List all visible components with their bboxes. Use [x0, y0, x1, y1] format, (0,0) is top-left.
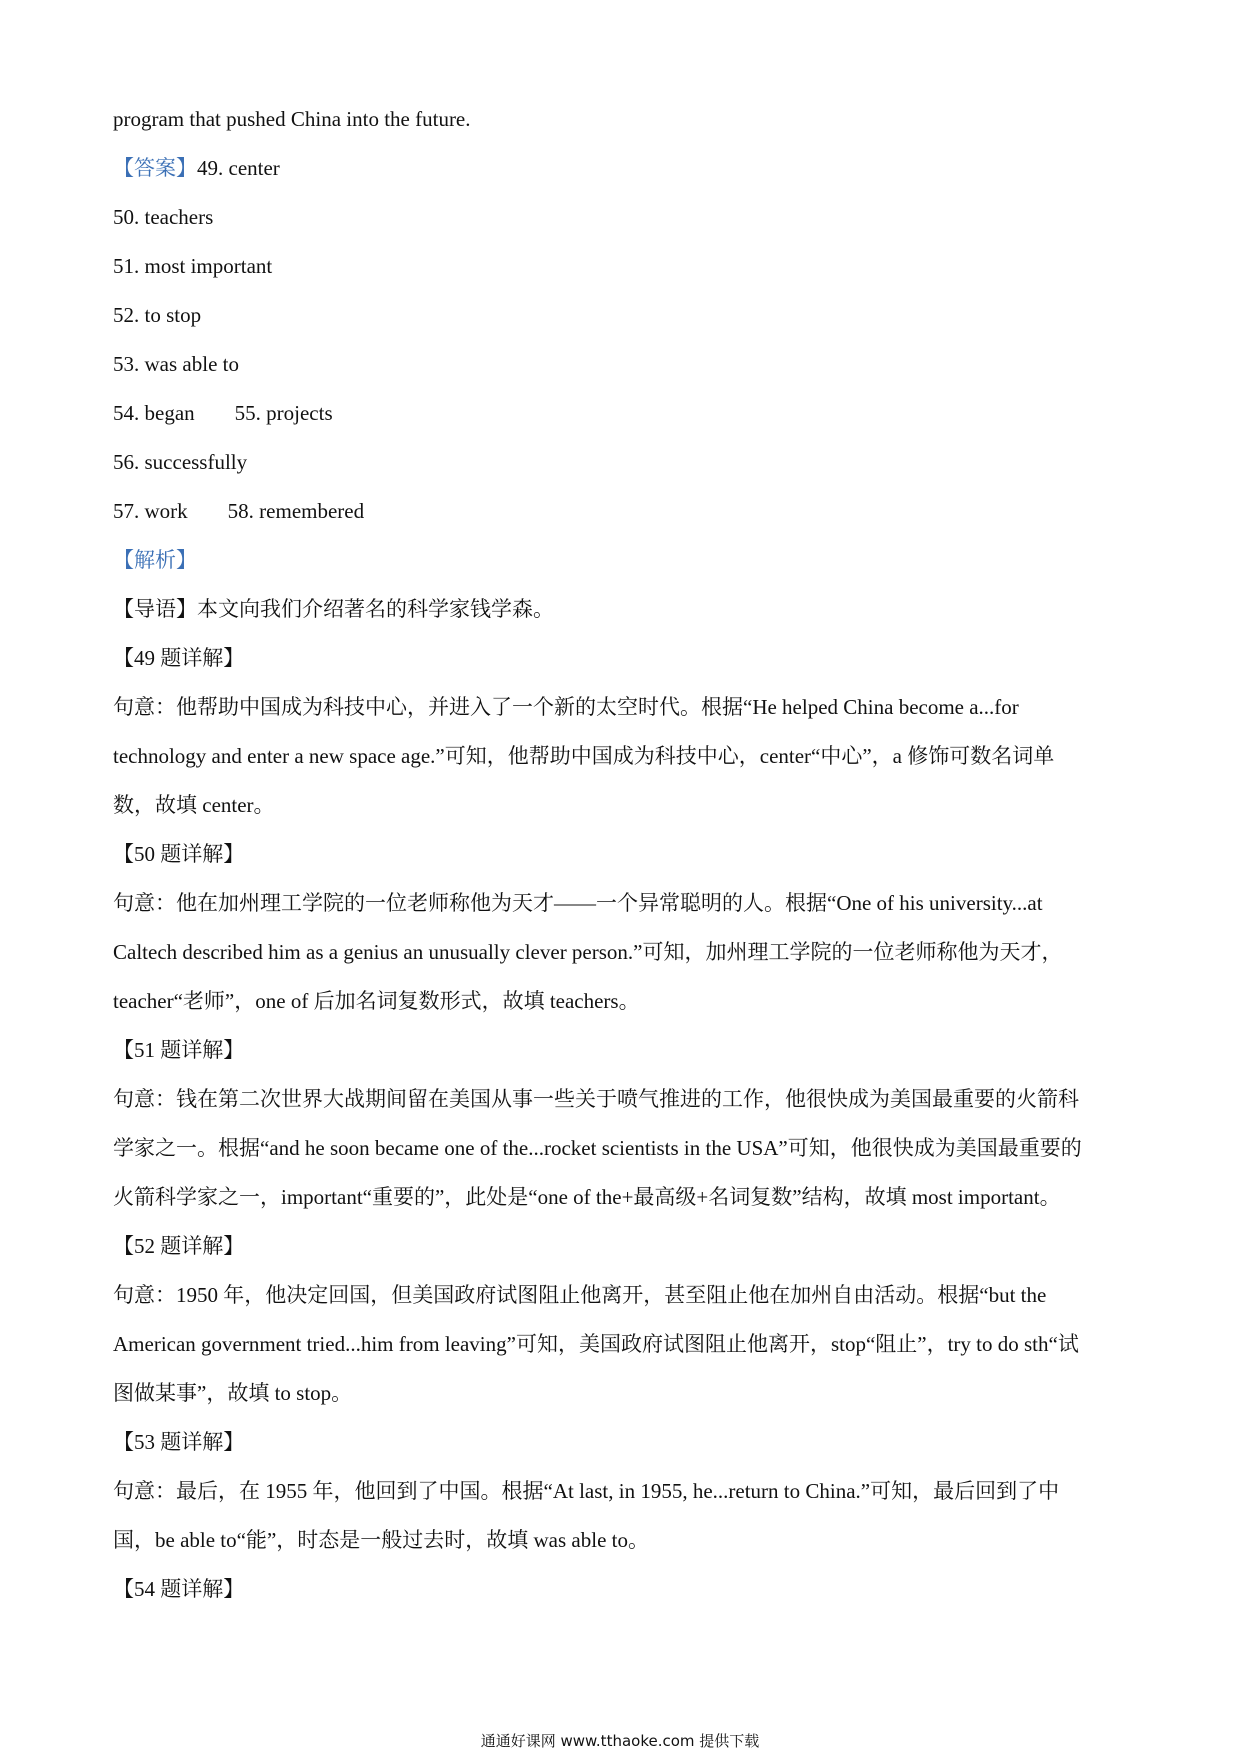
answer-item: 52. to stop	[113, 303, 202, 327]
answer-row	[113, 349, 239, 379]
answer-item: 51. most important	[113, 254, 273, 278]
detail-heading: 【53 题详解】	[113, 1430, 245, 1454]
detail-heading: 【49 题详解】	[113, 646, 245, 670]
intro-tail-text: program that pushed China into the future.	[113, 107, 471, 131]
answer-item: 50. teachers	[113, 205, 214, 229]
detail-line: technology and enter a new space age.”可知，他帮助中国成为科技中心，center“中心”，a 修饰可数名词单	[113, 744, 1055, 768]
detail-line: 句意：钱在第二次世界大战期间留在美国从事一些关于喷气推进的工作，他很快成为美国最重要的火箭科	[113, 1087, 1079, 1111]
detail-line: teacher“老师”，one of 后加名词复数形式，故填 teachers。	[113, 989, 640, 1013]
detail-line: Caltech described him as a genius an unusually clever person.”可知，加州理工学院的一位老师称他为天才，	[113, 940, 1063, 964]
detail-line: 句意：1950 年，他决定回国，但美国政府试图阻止他离开，甚至阻止他在加州自由活动。根据“but the	[113, 1283, 1047, 1307]
answer-row	[113, 202, 213, 232]
detail-line: 数，故填 center。	[113, 793, 275, 817]
answer-item: 58. remembered	[227, 499, 365, 523]
detail-heading: 【52 题详解】	[113, 1234, 245, 1258]
guide-text: 【导语】本文向我们介绍著名的科学家钱学森。	[113, 597, 554, 621]
analysis-tag: 【解析】	[113, 548, 197, 572]
answer-row	[113, 496, 364, 526]
detail-line: 火箭科学家之一，important“重要的”，此处是“one of the+最高级+名词复数”结构，故填 most important。	[113, 1185, 1061, 1209]
answer-line	[113, 153, 280, 183]
detail-heading: 【50 题详解】	[113, 842, 245, 866]
detail-line: 句意：他在加州理工学院的一位老师称他为天才——一个异常聪明的人。根据“One of his university...at	[113, 891, 1043, 915]
detail-line: American government tried...him from leaving”可知，美国政府试图阻止他离开，stop“阻止”，try to do sth“试	[113, 1332, 1079, 1356]
answer-item: 57. work	[113, 499, 188, 523]
answer-item: 56. successfully	[113, 450, 248, 474]
detail-line: 句意：最后，在 1955 年，他回到了中国。根据“At last, in 1955, he...return to China.”可知，最后回到了中	[113, 1479, 1060, 1503]
detail-line: 国，be able to“能”，时态是一般过去时，故填 was able to。	[113, 1528, 649, 1552]
answer-row	[113, 251, 272, 281]
detail-heading: 【54 题详解】	[113, 1577, 245, 1601]
answer-item: 55. projects	[234, 401, 333, 425]
page-footer: 通通好课网 www.tthaoke.com 提供下载	[480, 1732, 760, 1750]
answer-item: 53. was able to	[113, 352, 239, 376]
answer-row	[113, 447, 247, 477]
answer-49: 49. center	[197, 156, 280, 180]
answer-row	[113, 398, 333, 428]
detail-line: 句意：他帮助中国成为科技中心，并进入了一个新的太空时代。根据“He helped China become a...for	[113, 695, 1019, 719]
answer-tag: 【答案】	[113, 156, 197, 180]
detail-line: 图做某事”，故填 to stop。	[113, 1381, 353, 1405]
answer-row	[113, 300, 201, 330]
detail-heading: 【51 题详解】	[113, 1038, 245, 1062]
detail-line: 学家之一。根据“and he soon became one of the...rocket scientists in the USA”可知，他很快成为美国最重要的	[113, 1136, 1082, 1160]
answer-item: 54. began	[113, 401, 195, 425]
